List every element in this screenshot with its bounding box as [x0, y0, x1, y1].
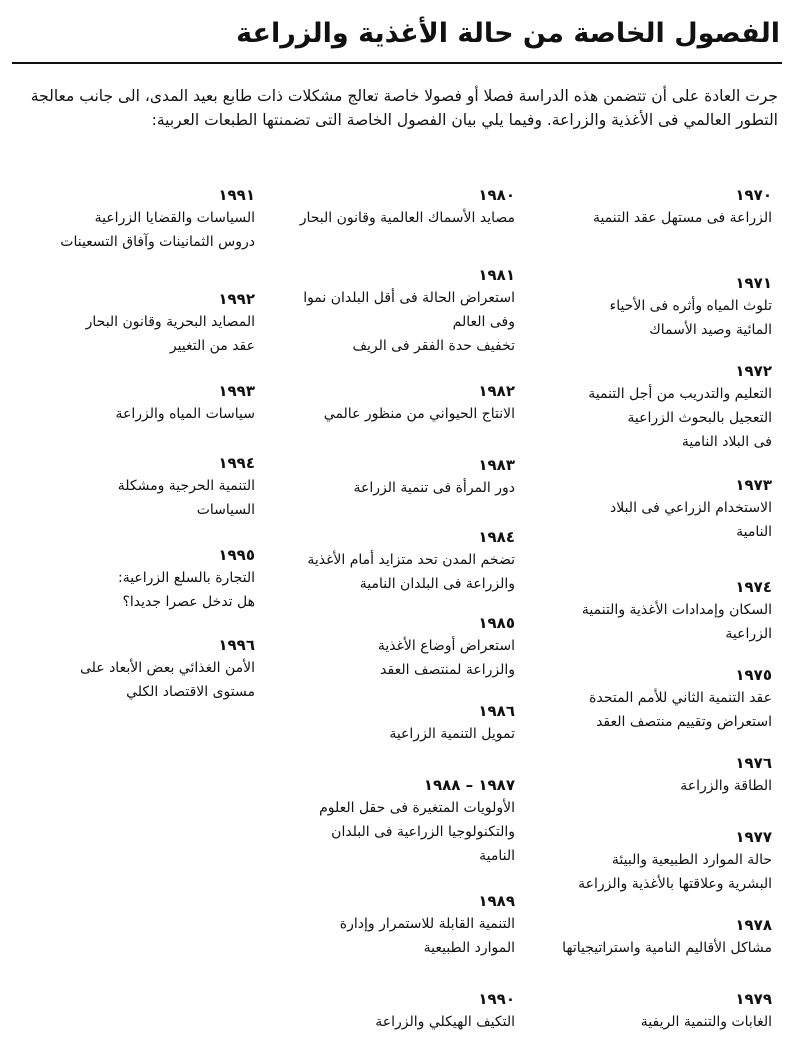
chapter-entry: [540, 826, 772, 896]
chapter-year: ١٩٨٦: [478, 702, 515, 720]
chapter-year: ١٩٧٧: [735, 828, 772, 846]
chapter-year: ١٩٩٥: [218, 546, 255, 564]
chapter-entry: [540, 576, 772, 646]
chapter-year: ١٩٨٩: [478, 892, 515, 910]
chapter-title-line: هل تدخل عصرا جديدا؟: [122, 594, 255, 610]
chapter-title-line: الغابات والتنمية الريفية: [640, 1014, 772, 1030]
chapter-title-line: تلوث المياه وأثره فى الأحياء: [609, 298, 772, 314]
chapter-title-line: المصايد البحرية وقانون البحار: [85, 314, 255, 330]
chapter-entry: [270, 988, 515, 1034]
chapter-year: ١٩٧٩: [735, 990, 772, 1008]
title-divider: [12, 62, 782, 64]
chapter-entry: [20, 544, 255, 614]
intro-paragraph: جرت العادة على أن تتضمن هذه الدراسة فصلا أو فصولا خاصة تعالج مشكلات ذات طابع بعيد المدى، الى جانب معالجة التطور العالمي فى الأغذية والزراعة. وفيما يلي بيان الفصول الخاصة التى تضمنتها الطبعات العربية:: [30, 87, 778, 129]
chapter-title-line: مشاكل الأقاليم النامية واستراتيجياتها: [562, 940, 772, 956]
chapter-title-line: والزراعة لمنتصف العقد: [380, 662, 515, 678]
chapter-entry: [270, 890, 515, 960]
chapter-entry: [270, 380, 515, 426]
chapter-title-line: الأولويات المتغيرة فى حقل العلوم: [319, 800, 515, 816]
chapter-title-line: الانتاج الحيواني من منظور عالمي: [323, 406, 515, 422]
chapter-title-line: سياسات المياه والزراعة: [115, 406, 255, 422]
chapter-entry: [270, 774, 515, 868]
chapter-year: ١٩٩٣: [218, 382, 255, 400]
chapter-entry: [20, 634, 255, 704]
chapter-entry: [540, 914, 772, 960]
chapter-title-line: دور المرأة فى تنمية الزراعة: [353, 480, 515, 496]
chapter-entry: [540, 360, 772, 454]
chapter-title-line: عقد من التغيير: [169, 338, 255, 354]
chapter-entry: [540, 272, 772, 342]
chapter-entry: [270, 184, 515, 230]
chapter-entry: [270, 454, 515, 500]
chapter-entry: [540, 474, 772, 544]
chapter-year: ١٩٩١: [218, 186, 255, 204]
chapter-entry: [20, 288, 255, 358]
chapter-title-line: عقد التنمية الثاني للأمم المتحدة: [589, 690, 772, 706]
chapter-title-line: دروس الثمانينات وآفاق التسعينات: [60, 234, 255, 250]
chapter-title-line: الطاقة والزراعة: [680, 778, 772, 794]
chapter-title-line: النامية: [736, 524, 772, 540]
chapter-title-line: الموارد الطبيعية: [423, 940, 515, 956]
chapter-year: ١٩٨٢: [478, 382, 515, 400]
chapter-title-line: التعليم والتدريب من أجل التنمية: [588, 386, 772, 402]
chapter-title-line: التنمية القابلة للاستمرار وإدارة: [339, 916, 515, 932]
chapter-title-line: السياسات: [196, 502, 255, 518]
chapter-year: ١٩٧٣: [735, 476, 772, 494]
chapter-title-line: الزراعية: [725, 626, 772, 642]
chapter-title-line: والتكنولوجيا الزراعية فى البلدان: [331, 824, 515, 840]
chapter-title-line: التجارة بالسلع الزراعية:: [117, 570, 255, 586]
chapter-entry: [20, 452, 255, 522]
chapter-entry: [270, 700, 515, 746]
chapter-title-line: حالة الموارد الطبيعية والبيئة: [611, 852, 772, 868]
chapter-year: ١٩٩٢: [218, 290, 255, 308]
chapter-title-line: التعجيل بالبحوث الزراعية: [627, 410, 772, 426]
chapter-title-line: النامية: [479, 848, 515, 864]
chapter-title-line: والزراعة فى البلدان النامية: [359, 576, 515, 592]
chapter-year: ١٩٨٧ – ١٩٨٨: [423, 776, 515, 794]
chapter-title-line: مصايد الأسماك العالمية وقانون البحار: [299, 210, 515, 226]
chapter-title-line: الزراعة فى مستهل عقد التنمية: [592, 210, 772, 226]
chapter-entry: [540, 988, 772, 1034]
chapter-year: ١٩٨٠: [478, 186, 515, 204]
chapter-title-line: التنمية الحرجية ومشكلة: [117, 478, 255, 494]
chapter-title-line: السياسات والقضايا الزراعية: [94, 210, 255, 226]
chapter-title-line: استعراض وتقييم منتصف العقد: [596, 714, 772, 730]
chapter-year: ١٩٨١: [478, 266, 515, 284]
chapter-title-line: وفى العالم: [452, 314, 515, 330]
chapter-title-line: فى البلاد النامية: [681, 434, 772, 450]
chapter-year: ١٩٧٥: [735, 666, 772, 684]
chapter-entry: [20, 184, 255, 254]
page-title: الفصول الخاصة من حالة الأغذية والزراعة: [236, 18, 780, 49]
chapter-year: ١٩٨٥: [478, 614, 515, 632]
chapter-year: ١٩٧١: [735, 274, 772, 292]
chapter-year: ١٩٧٠: [735, 186, 772, 204]
chapter-title-line: السكان وإمدادات الأغذية والتنمية: [581, 602, 772, 618]
chapter-year: ١٩٧٨: [735, 916, 772, 934]
chapter-year: ١٩٨٤: [478, 528, 515, 546]
chapter-entry: [270, 612, 515, 682]
chapter-entry: [20, 380, 255, 426]
chapter-entry: [270, 526, 515, 596]
chapter-year: ١٩٧٢: [735, 362, 772, 380]
chapter-entry: [270, 264, 515, 358]
chapter-title-line: تمويل التنمية الزراعية: [389, 726, 515, 742]
chapter-title-line: مستوى الاقتصاد الكلي: [126, 684, 255, 700]
chapter-year: ١٩٧٦: [735, 754, 772, 772]
chapter-title-line: استعراض أوضاع الأغذية: [377, 638, 515, 654]
chapter-title-line: الاستخدام الزراعي فى البلاد: [609, 500, 772, 516]
chapter-title-line: تضخم المدن تحد متزايد أمام الأغذية: [307, 552, 515, 568]
chapter-title-line: الأمن الغذائي بعض الأبعاد على: [79, 660, 255, 676]
chapter-year: ١٩٩٦: [218, 636, 255, 654]
chapter-title-line: تخفيف حدة الفقر فى الريف: [352, 338, 515, 354]
chapter-title-line: استعراض الحالة فى أقل البلدان نموا: [303, 290, 515, 306]
chapter-entry: [540, 664, 772, 734]
chapter-entry: [540, 752, 772, 798]
chapter-title-line: البشرية وعلاقتها بالأغذية والزراعة: [578, 876, 772, 892]
chapter-year: ١٩٨٣: [478, 456, 515, 474]
chapter-year: ١٩٩٤: [218, 454, 255, 472]
chapter-title-line: التكيف الهيكلي والزراعة: [375, 1014, 515, 1030]
chapter-title-line: المائية وصيد الأسماك: [649, 322, 772, 338]
chapter-entry: [540, 184, 772, 230]
chapter-year: ١٩٩٠: [478, 990, 515, 1008]
chapter-year: ١٩٧٤: [735, 578, 772, 596]
